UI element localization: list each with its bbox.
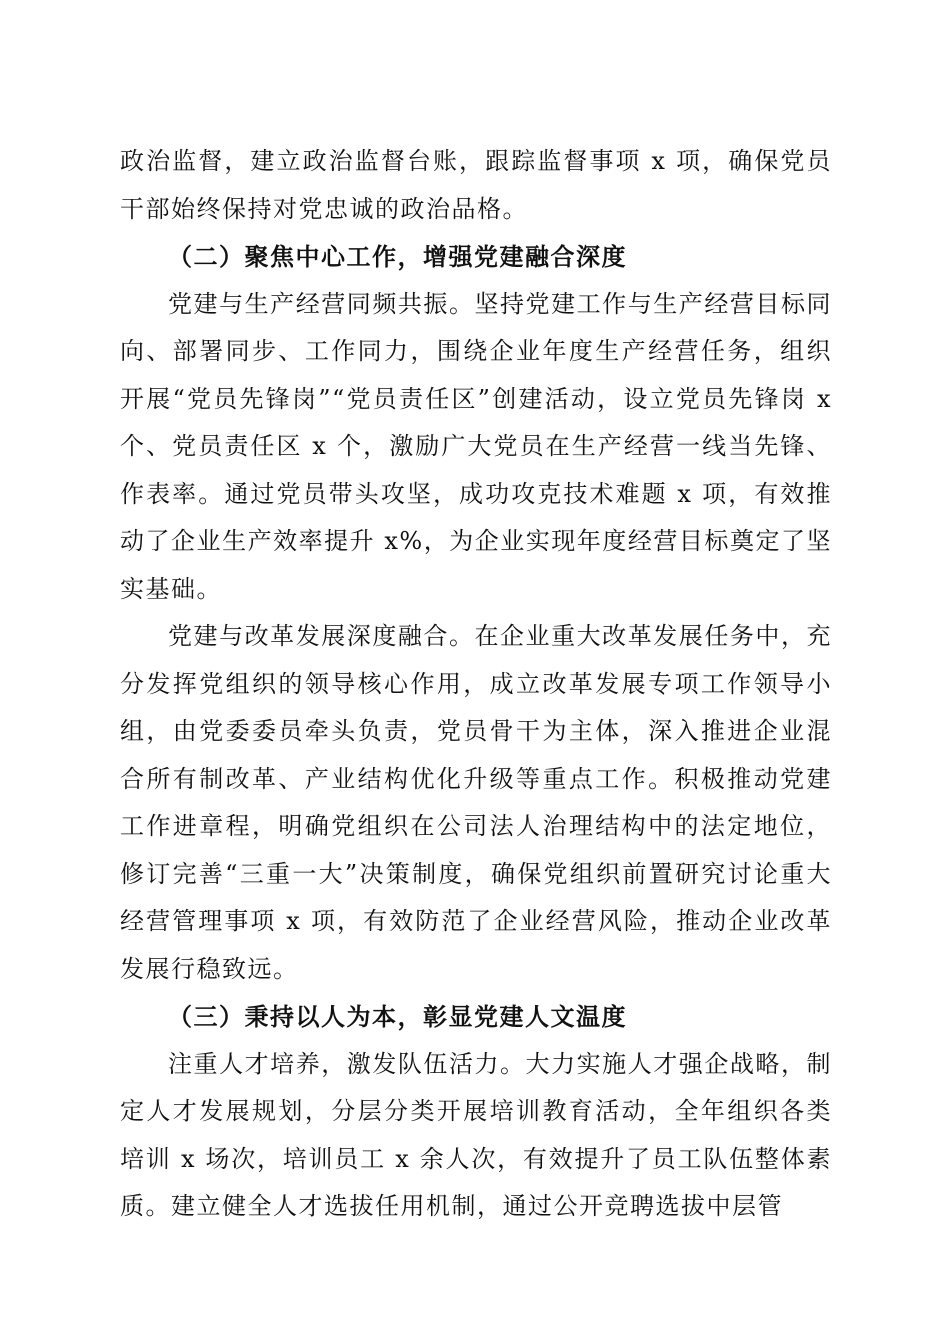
paragraph-party-reform: 党建与改革发展深度融合。在企业重大改革发展任务中，充分发挥党组织的领导核心作用，成立改革发展专项工作领导小组，由党委委员牵头负责，党员骨干为主体，深入推进企业混合所有制改革、产业结构优化升级等重点工作。积极推动党建工作进章程，明确党组织在公司法人治理结构中的法定地位，修订完善“三重一大”决策制度，确保党组织前置研究讨论重大经营管理事项 x 项，有效防范了企业经营风险，推动企业改革发展行稳致远。 — [120, 622, 832, 983]
section-heading-3: （三）秉持以人为本，彰显党建人文温度 — [168, 1002, 627, 1031]
section-heading-2: （二）聚焦中心工作，增强党建融合深度 — [168, 242, 627, 271]
paragraph-talent-cultivation: 注重人才培养，激发队伍活力。大力实施人才强企战略，制定人才发展规划，分层分类开展培训教育活动，全年组织各类培训 x 场次，培训员工 x 余人次，有效提升了员工队伍整体素质。建立健全人才选拔任用机制，通过公开竞聘选拔中层管 — [120, 1049, 832, 1220]
paragraph-party-production: 党建与生产经营同频共振。坚持党建工作与生产经营目标同向、部署同步、工作同力，围绕企业年度生产经营任务，组织开展“党员先锋岗”“党员责任区”创建活动，设立党员先锋岗 x 个、党员责任区 x 个，激励广大党员在生产经营一线当先锋、作表率。通过党员带头攻坚，成功攻克技术难题 x 项，有效推动了企业生产效率提升 x%，为企业实现年度经营目标奠定了坚实基础。 — [120, 289, 832, 603]
paragraph-political-supervision: 政治监督，建立政治监督台账，跟踪监督事项 x 项，确保党员干部始终保持对党忠诚的政治品格。 — [120, 147, 832, 223]
document-body — [120, 138, 832, 1231]
